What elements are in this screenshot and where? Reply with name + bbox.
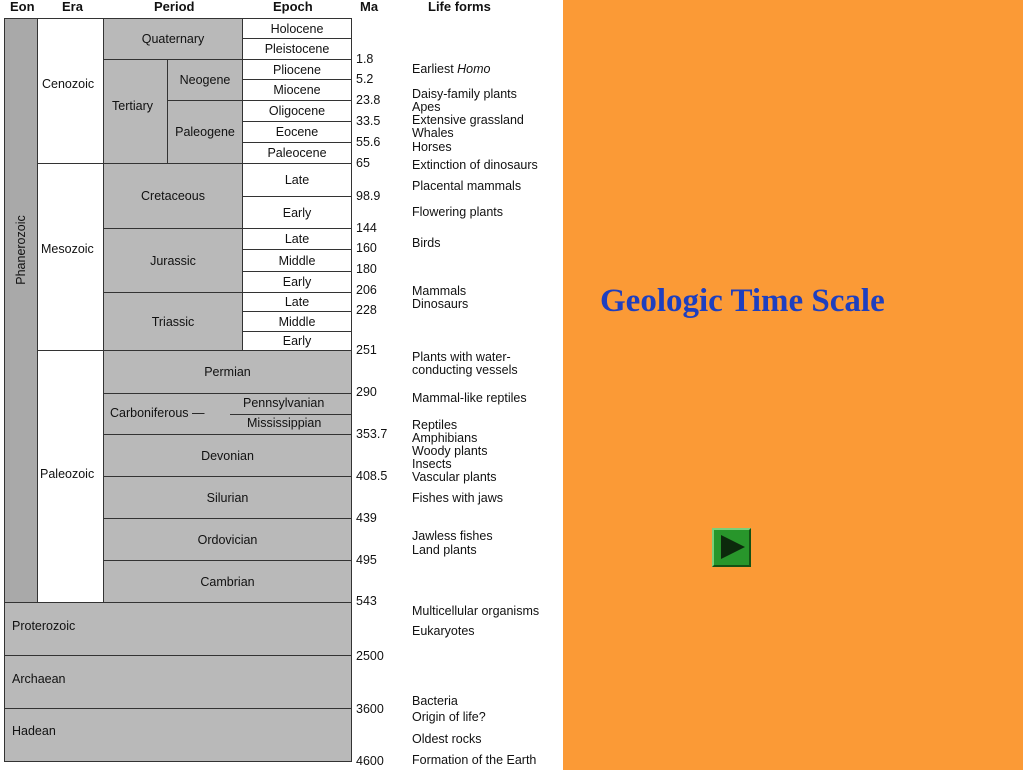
epoch-cretaceous-late: Late xyxy=(242,163,352,197)
era-cenozoic-cell xyxy=(37,18,104,164)
ma-value: 1.8 xyxy=(356,52,374,66)
life-form: Daisy-family plants xyxy=(412,87,517,101)
ma-value: 65 xyxy=(356,156,370,170)
header-period: Period xyxy=(154,0,195,14)
period-cretaceous: Cretaceous xyxy=(103,163,243,229)
life-form: Amphibians xyxy=(412,431,478,445)
epoch-pennsylvanian: Pennsylvanian xyxy=(243,396,325,410)
period-tertiary-label: Tertiary xyxy=(112,99,153,113)
header-eon: Eon xyxy=(10,0,35,14)
header-ma: Ma xyxy=(360,0,379,14)
ma-value: 3600 xyxy=(356,702,384,716)
ma-value: 2500 xyxy=(356,649,384,663)
eon-hadean-cell xyxy=(4,708,352,762)
life-form: Reptiles xyxy=(412,418,458,432)
epoch-holocene: Holocene xyxy=(242,18,352,39)
life-form: Fishes with jaws xyxy=(412,491,503,505)
epoch-triassic-late: Late xyxy=(242,292,352,312)
epoch-jurassic-early: Early xyxy=(242,271,352,293)
epoch-pliocene: Pliocene xyxy=(242,59,352,80)
epoch-triassic-middle: Middle xyxy=(242,311,352,332)
ma-value: 353.7 xyxy=(356,427,388,441)
life-form-earliest-homo: Earliest Homo xyxy=(412,62,491,76)
period-quaternary: Quaternary xyxy=(103,18,243,60)
epoch-cretaceous-early: Early xyxy=(242,196,352,229)
epoch-paleocene: Paleocene xyxy=(242,142,352,164)
ma-value: 408.5 xyxy=(356,469,388,483)
life-form: Plants with water- xyxy=(412,350,511,364)
ma-value: 98.9 xyxy=(356,189,381,203)
life-form: Multicellular organisms xyxy=(412,604,540,618)
ma-value: 33.5 xyxy=(356,114,381,128)
life-form: Insects xyxy=(412,457,452,471)
ma-value: 180 xyxy=(356,262,377,276)
era-paleozoic-label: Paleozoic xyxy=(40,467,95,481)
epoch-mississippian: Mississippian xyxy=(247,416,322,430)
ma-value: 4600 xyxy=(356,754,384,768)
ma-value: 160 xyxy=(356,241,377,255)
era-cenozoic-label: Cenozoic xyxy=(42,77,95,91)
life-form: Formation of the Earth xyxy=(412,753,537,767)
life-form: Woody plants xyxy=(412,444,488,458)
eon-proterozoic-label: Proterozoic xyxy=(12,619,76,633)
life-form: Vascular plants xyxy=(412,470,497,484)
period-permian: Permian xyxy=(103,350,352,394)
period-triassic: Triassic xyxy=(103,292,243,351)
eon-phanerozoic-cell xyxy=(4,18,38,603)
next-slide-button[interactable] xyxy=(712,528,751,567)
period-paleogene: Paleogene xyxy=(167,100,243,164)
epoch-miocene: Miocene xyxy=(242,79,352,101)
life-form: Extensive grassland xyxy=(412,113,524,127)
slide-title: Geologic Time Scale xyxy=(600,283,885,319)
life-form: Birds xyxy=(412,236,441,250)
ma-value: 228 xyxy=(356,303,377,317)
epoch-pleistocene: Pleistocene xyxy=(242,38,352,60)
carboniferous-divider xyxy=(230,414,352,415)
period-jurassic: Jurassic xyxy=(103,228,243,293)
slide-background xyxy=(563,0,1023,770)
life-form: conducting vessels xyxy=(412,363,518,377)
life-form: Extinction of dinosaurs xyxy=(412,158,538,172)
era-mesozoic-label: Mesozoic xyxy=(41,242,94,256)
life-form: Mammal-like reptiles xyxy=(412,391,527,405)
life-form: Dinosaurs xyxy=(412,297,469,311)
life-form: Eukaryotes xyxy=(412,624,475,638)
epoch-jurassic-middle: Middle xyxy=(242,249,352,272)
life-form: Land plants xyxy=(412,543,477,557)
ma-value: 206 xyxy=(356,283,377,297)
play-icon xyxy=(721,535,745,559)
eon-phanerozoic-label: Phanerozoic xyxy=(14,215,28,285)
header-life-forms: Life forms xyxy=(428,0,491,14)
ma-value: 5.2 xyxy=(356,72,374,86)
epoch-triassic-early: Early xyxy=(242,331,352,351)
life-form: Origin of life? xyxy=(412,710,486,724)
ma-value: 23.8 xyxy=(356,93,381,107)
epoch-jurassic-late: Late xyxy=(242,228,352,250)
period-ordovician: Ordovician xyxy=(103,518,352,561)
period-neogene: Neogene xyxy=(167,59,243,101)
life-form: Apes xyxy=(412,100,441,114)
ma-value: 290 xyxy=(356,385,377,399)
header-era: Era xyxy=(62,0,83,14)
period-cambrian: Cambrian xyxy=(103,560,352,603)
ma-value: 439 xyxy=(356,511,377,525)
life-form: Horses xyxy=(412,140,452,154)
ma-value: 144 xyxy=(356,221,377,235)
era-mesozoic-cell xyxy=(37,163,104,351)
period-devonian: Devonian xyxy=(103,434,352,477)
life-form: Oldest rocks xyxy=(412,732,482,746)
epoch-oligocene: Oligocene xyxy=(242,100,352,122)
header-epoch: Epoch xyxy=(273,0,313,14)
life-form: Placental mammals xyxy=(412,179,522,193)
period-silurian: Silurian xyxy=(103,476,352,519)
ma-value: 251 xyxy=(356,343,377,357)
ma-value: 55.6 xyxy=(356,135,381,149)
life-form: Flowering plants xyxy=(412,205,504,219)
life-form: Jawless fishes xyxy=(412,529,493,543)
life-form: Bacteria xyxy=(412,694,458,708)
eon-hadean-label: Hadean xyxy=(12,724,56,738)
period-carboniferous-label: Carboniferous — xyxy=(110,406,205,420)
epoch-eocene: Eocene xyxy=(242,121,352,143)
ma-value: 543 xyxy=(356,594,377,608)
life-form: Mammals xyxy=(412,284,467,298)
life-form: Whales xyxy=(412,126,454,140)
ma-value: 495 xyxy=(356,553,377,567)
eon-archaean-label: Archaean xyxy=(12,672,66,686)
